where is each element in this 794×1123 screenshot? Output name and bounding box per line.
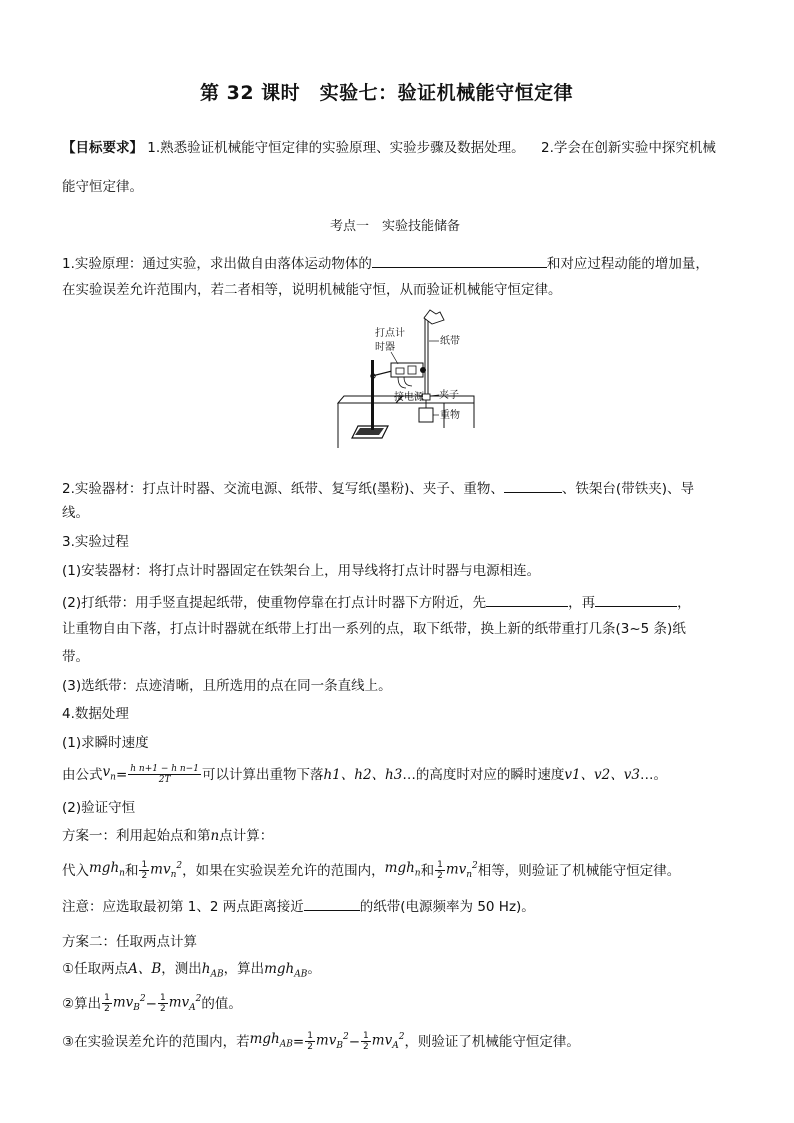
note-text-b: 的纸带(电源频率为 50 Hz)。 xyxy=(359,899,535,915)
formula-mid: …的高度时对应的瞬时速度 xyxy=(402,766,565,783)
label-tape: 纸带 xyxy=(440,336,460,347)
formula-suffix: 可以计算出重物下落 xyxy=(201,766,324,783)
process-step-2-line-3: 带。 xyxy=(62,649,89,665)
objectives-label: 【目标要求】 xyxy=(62,140,143,156)
process-heading: 3.实验过程 xyxy=(62,534,129,550)
principle-blank[interactable] xyxy=(372,252,547,268)
plan1-mv2-2: $mv_n^2$ xyxy=(445,861,478,881)
formula-fraction: $\frac{\text{h n+1 − h n−1}}{2T}$ xyxy=(130,764,199,786)
apparatus-figure xyxy=(336,308,476,468)
step2-blank-1[interactable] xyxy=(486,591,568,607)
hand xyxy=(424,310,444,324)
section-heading: 考点一 实验技能储备 xyxy=(330,219,461,234)
label-weight: 重物 xyxy=(440,410,460,421)
plan1-line xyxy=(62,857,680,884)
equipment-line-1 xyxy=(62,477,694,498)
step2-blank-2[interactable] xyxy=(595,591,677,607)
formula-velocities: v1、v2、v3 xyxy=(564,766,640,783)
stand-rod xyxy=(371,360,374,430)
plan1-text-a: 代入 xyxy=(62,862,89,879)
equipment-text-a: 2.实验器材：打点计时器、交流电源、纸带、复写纸(墨粉)、夹子、重物、 xyxy=(62,481,504,497)
step2-text-b: ，再 xyxy=(568,595,596,611)
process-step-2-line-2: 让重物自由下落，打点计时器就在纸带上打出一系列的点，取下纸带，换上新的纸带重打几条(3~5 条)纸 xyxy=(62,621,686,637)
note-line xyxy=(62,895,535,916)
plan1-mgh: mgh$_n$ xyxy=(89,859,125,879)
principle-line-2: 在实验误差允许范围内，若二者相等，说明机械能守恒，从而验证机械能守恒定律。 xyxy=(62,282,562,298)
formula-v: $v_n$ xyxy=(102,764,116,783)
data-sub-1: (1)求瞬时速度 xyxy=(62,735,149,751)
equipment-line-2: 线。 xyxy=(62,505,89,521)
plan1-mv2: $mv_n^2$ xyxy=(150,861,183,881)
weight xyxy=(419,408,433,422)
note-blank[interactable] xyxy=(304,895,360,911)
velocity-formula-line xyxy=(62,763,667,787)
label-timer-2: 时器 xyxy=(375,342,395,353)
objective-item-2: 2.学会在创新实验中探究机械 xyxy=(540,140,716,156)
formula-eq: = xyxy=(115,766,128,783)
data-heading: 4.数据处理 xyxy=(62,706,129,722)
label-timer: 打点计 xyxy=(375,328,405,339)
plan1-text-e: 相等，则验证了机械能守恒定律。 xyxy=(477,862,681,879)
step2-text-a: (2)打纸带：用手竖直提起纸带，使重物停靠在打点计时器下方附近，先 xyxy=(62,595,487,611)
plan1-text-d: 和 xyxy=(420,862,435,879)
stand-base-inner xyxy=(355,428,384,435)
data-sub-2: (2)验证守恒 xyxy=(62,800,136,816)
label-power: 接电源 xyxy=(394,392,424,403)
principle-text-a: 1.实验原理：通过实验，求出做自由落体运动物体的 xyxy=(62,256,372,272)
plan2-step-1: ①任取两点A、B，测出$h_{AB}$，算出mgh$_{AB}$。 xyxy=(62,961,321,980)
principle-text-b: 和对应过程动能的增加量， xyxy=(546,256,709,272)
plan1-half-2: $\frac{1}{2}$ xyxy=(437,860,443,882)
table-top-left xyxy=(338,396,402,403)
plan1-text-c: ，如果在实验误差允许的范围内， xyxy=(182,862,385,879)
formula-end: …。 xyxy=(639,766,667,783)
equipment-blank[interactable] xyxy=(504,477,562,493)
label-clip: 夹子 xyxy=(439,390,459,401)
process-step-2-line-1 xyxy=(62,591,691,612)
objectives-line-1 xyxy=(62,139,716,157)
note-text-a: 注意：应选取最初第 1、2 两点距离接近 xyxy=(62,899,304,915)
process-step-3: (3)选纸带：点迹清晰，且所选用的点在同一条直线上。 xyxy=(62,678,392,694)
process-step-1: (1)安装器材：将打点计时器固定在铁架台上，用导线将打点计时器与电源相连。 xyxy=(62,563,541,579)
plan2-step-3: ③在实验误差允许的范围内，若 mgh$_{AB}$ = $\frac{1}{2}$ $mv_B^2$ − $\frac{1}{2}$ $mv_A^2$ ，则验证了机械能守恒定律。 xyxy=(62,1030,580,1053)
equipment-text-b: 、铁架台(带铁夹)、导 xyxy=(561,481,694,497)
plan1-half: $\frac{1}{2}$ xyxy=(141,860,148,882)
formula-prefix: 由公式 xyxy=(62,766,103,783)
objectives-line-2: 能守恒定律。 xyxy=(62,179,143,195)
plan1-text-b: 和 xyxy=(124,862,139,879)
plan2-step-2: ②算出 $\frac{1}{2}$ $mv_B^2$ − $\frac{1}{2}$ $mv_A^2$ 的值。 xyxy=(62,993,242,1015)
objective-item-1: 1.熟悉验证机械能守恒定律的实验原理、实验步骤及数据处理。 xyxy=(147,140,525,156)
plan2-heading: 方案二：任取两点计算 xyxy=(62,934,197,950)
principle-line-1 xyxy=(62,252,709,273)
plan1-mgh-2: mgh$_n$ xyxy=(384,859,421,879)
plan1-heading: 方案一：利用起始点和第n点计算： xyxy=(62,828,274,844)
formula-heights: h1、h2、h3 xyxy=(323,766,403,783)
page-title: 第 32 课时 实验七：验证机械能守恒定律 xyxy=(200,82,574,104)
step2-text-c: ， xyxy=(677,595,691,611)
